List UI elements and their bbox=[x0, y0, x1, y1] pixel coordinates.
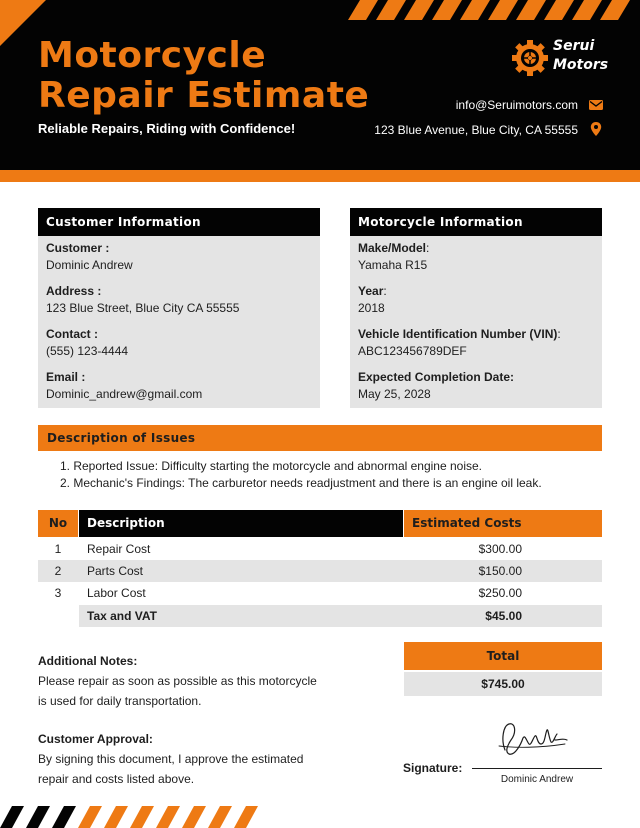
header-accent-band bbox=[0, 170, 640, 182]
email-field bbox=[46, 369, 202, 403]
issues-heading: Description of Issues bbox=[38, 425, 602, 451]
list-item: 1. Reported Issue: Difficulty starting the motorcycle and abnormal engine noise. bbox=[60, 459, 483, 473]
brand-name-line-2: Motors bbox=[553, 57, 609, 73]
customer-label: Customer : bbox=[46, 241, 110, 255]
customer-field bbox=[46, 240, 133, 274]
address-field bbox=[46, 283, 239, 317]
row-cost: $250.00 bbox=[478, 586, 522, 600]
vin-field: Vehicle Identification Number (VIN): ABC123456789DEF bbox=[358, 327, 561, 358]
tagline: Reliable Repairs, Riding with Confidence! bbox=[38, 121, 296, 136]
header-email: info@Seruimotors.com bbox=[455, 98, 578, 112]
additional-notes-body: Please repair as soon as possible as this motorcycle is used for daily transportation. bbox=[38, 674, 317, 708]
address-value: 123 Blue Street, Blue City CA 55555 bbox=[46, 301, 240, 315]
issues-list bbox=[60, 458, 542, 492]
signature-label: Signature: bbox=[403, 761, 463, 775]
email-value: Dominic_andrew@gmail.com bbox=[46, 387, 203, 401]
vin-label: Vehicle Identification Number (VIN) bbox=[358, 327, 558, 341]
signatory-name: Dominic Andrew bbox=[500, 774, 574, 785]
tax-label: Tax and VAT bbox=[87, 609, 158, 623]
brand-name-line-1: Serui bbox=[553, 38, 595, 54]
email-label: Email : bbox=[46, 370, 86, 384]
year-label: Year bbox=[358, 284, 384, 298]
row-description: Labor Cost bbox=[87, 586, 146, 600]
row-number: 1 bbox=[54, 542, 62, 556]
customer-approval-title: Customer Approval: bbox=[38, 732, 153, 746]
column-header-description: Description bbox=[79, 510, 403, 537]
completion-label: Expected Completion Date: bbox=[358, 370, 515, 384]
motorcycle-info-heading: Motorcycle Information bbox=[350, 208, 602, 236]
row-number: 2 bbox=[54, 564, 62, 578]
year-field: Year: 2018 bbox=[358, 284, 387, 315]
year-value: 2018 bbox=[358, 301, 385, 315]
table-row bbox=[38, 582, 602, 604]
total-label: Total bbox=[404, 642, 602, 670]
handwritten-signature bbox=[495, 718, 575, 762]
model-value: Yamaha R15 bbox=[358, 258, 428, 272]
hazard-stripes-top bbox=[348, 0, 640, 20]
contact-label: Contact : bbox=[46, 327, 98, 341]
customer-approval-body: By signing this document, I approve the estimated repair and costs listed above. bbox=[38, 752, 304, 786]
page-title bbox=[38, 36, 369, 116]
brand-logo bbox=[511, 38, 611, 78]
customer-info-card bbox=[38, 208, 320, 408]
model-label: Make/Model bbox=[358, 241, 427, 255]
location-pin-icon bbox=[588, 121, 604, 137]
completion-field bbox=[358, 369, 514, 403]
gear-icon bbox=[511, 39, 549, 77]
address-label: Address : bbox=[46, 284, 102, 298]
model-field: Make/Model: Yamaha R15 bbox=[358, 241, 430, 272]
customer-value: Dominic Andrew bbox=[46, 258, 133, 272]
table-header bbox=[38, 510, 602, 537]
brand-name bbox=[553, 37, 608, 75]
column-header-no: No bbox=[38, 510, 78, 537]
title-line-1: Motorcycle bbox=[38, 35, 267, 76]
table-row bbox=[38, 560, 602, 582]
tax-row bbox=[79, 605, 602, 627]
vin-value: ABC123456789DEF bbox=[358, 344, 467, 358]
hazard-stripes-bottom bbox=[0, 806, 270, 828]
row-description: Parts Cost bbox=[87, 564, 144, 578]
total-value: $745.00 bbox=[404, 672, 602, 696]
additional-notes-title: Additional Notes: bbox=[38, 654, 138, 668]
completion-value: May 25, 2028 bbox=[358, 387, 431, 401]
header-address: 123 Blue Avenue, Blue City, CA 55555 bbox=[374, 123, 578, 137]
contact-value: (555) 123-4444 bbox=[46, 344, 129, 358]
motorcycle-info-card bbox=[350, 208, 602, 408]
contact-field bbox=[46, 326, 128, 360]
list-item: 2. Mechanic's Findings: The carburetor needs readjustment and there is an engine oil leak. bbox=[60, 476, 542, 490]
title-line-2: Repair Estimate bbox=[38, 75, 370, 116]
row-cost: $150.00 bbox=[478, 564, 522, 578]
header-banner bbox=[0, 0, 640, 170]
row-number: 3 bbox=[54, 586, 62, 600]
tax-value: $45.00 bbox=[485, 609, 522, 623]
column-header-cost: Estimated Costs bbox=[404, 510, 602, 537]
signature-line bbox=[472, 768, 602, 769]
table-row bbox=[38, 538, 602, 560]
row-description: Repair Cost bbox=[87, 542, 151, 556]
row-cost: $300.00 bbox=[478, 542, 522, 556]
mail-icon bbox=[588, 97, 604, 113]
customer-info-heading: Customer Information bbox=[38, 208, 320, 236]
